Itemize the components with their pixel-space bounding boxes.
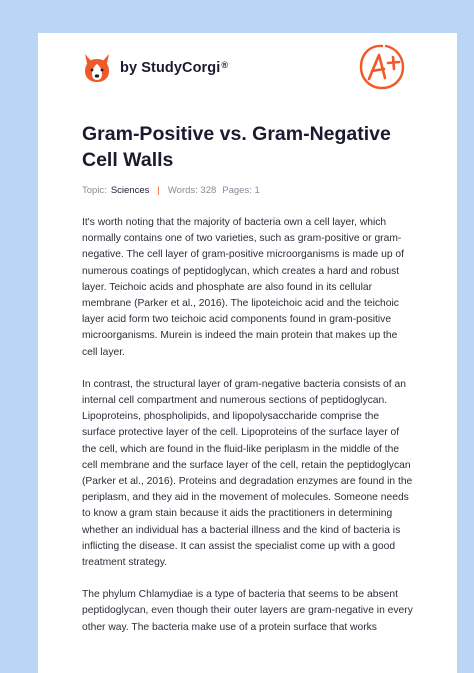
paragraph: In contrast, the structural layer of gram-negative bacteria consists of an internal cell compartment and numerous sections of peptidoglycan. Lipoproteins, phospholipids, and lipopolysaccharide comprise the surface protective layer of the cell. Lipoproteins of the surface layer of the cell, which are found in the fluid-like periplasm in the middle of the cell membrane and the surface layer of the cell, retain the peptidoglycan (Parker et al., 2016). Proteins and degradation enzymes are found in the periplasm, and they aid in the movement of molecules. Someone needs to know a gram stain because it aids the practitioners in determining whether an individual has a bacterial illness and the kind of bacteria is inflicting the disease. It can assist the specialist come up with a good treatment strategy.	[82, 378, 413, 569]
a-plus-grade-icon	[357, 42, 407, 92]
word-count: Words: 328	[167, 185, 217, 196]
page-header	[82, 33, 414, 117]
document-body	[82, 215, 414, 636]
page-count: Pages: 1	[222, 185, 260, 196]
paragraph: It's worth noting that the majority of bacteria own a cell layer, which normally contains one of two varieties, such as gram-positive or gram-negative. The cell layer of gram-positive microorganisms is made up of numerous coatings of peptidoglycan, which creates a hard and robust layer. Teichoic acids and phosphate are also found in its cellular membrane (Parker et al., 2016). The lipoteichoic acid and the teichoic layer acid form two teichoic acid components found in gram-positive microorganisms. Murein is indeed the main protein that makes up the cell layer.	[82, 217, 405, 358]
document-title: Gram-Positive vs. Gram-Negative Cell Walls	[82, 123, 391, 171]
topic-link[interactable]: Sciences	[110, 185, 150, 196]
document-meta	[82, 185, 414, 196]
registered-mark: ®	[221, 60, 229, 70]
studycorgi-logo[interactable]	[82, 52, 228, 84]
brand-name: by StudyCorgi®	[120, 60, 229, 76]
topic-label: Topic:	[82, 185, 107, 196]
meta-separator: |	[157, 185, 160, 196]
document-page	[38, 33, 457, 673]
corgi-icon	[82, 52, 112, 84]
paragraph: The phylum Chlamydiae is a type of bacteria that seems to be absent peptidoglycan, even though their outer layers are gram-negative in every other way. The bacteria make use of a protein surface that works	[82, 589, 413, 633]
